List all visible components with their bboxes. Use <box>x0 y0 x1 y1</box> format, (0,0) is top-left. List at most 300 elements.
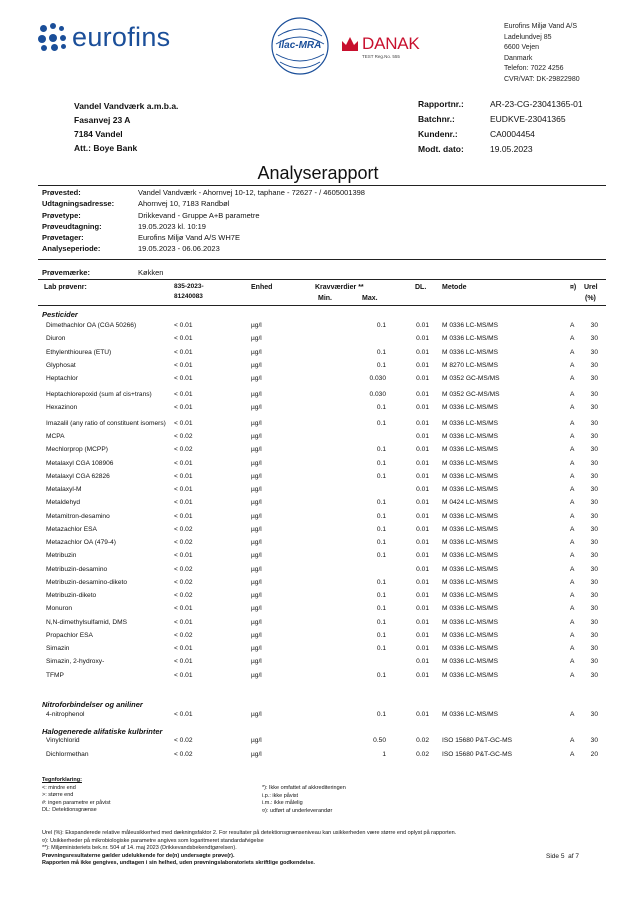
row-unit: µg/l <box>251 361 262 369</box>
row-qualifier: A <box>570 645 575 652</box>
row-dl: 0.01 <box>416 446 429 454</box>
row-uncertainty: 30 <box>590 472 598 480</box>
table-row <box>46 751 602 764</box>
ref-value: AR-23-CG-23041365-01 <box>490 99 583 109</box>
row-qualifier: A <box>570 390 575 398</box>
col-sample-id: 835-2023- <box>174 283 204 290</box>
row-dl: 0.01 <box>416 645 429 652</box>
row-qualifier: A <box>570 335 575 343</box>
table-row <box>46 552 602 565</box>
eurofins-dots-icon <box>38 23 68 53</box>
row-unit: µg/l <box>251 605 262 613</box>
row-qualifier: A <box>570 525 575 533</box>
meta-value: Ahornvej 10, 7183 Randbøl <box>138 199 230 209</box>
row-result: < 0.02 <box>174 539 193 546</box>
table-row <box>46 322 602 335</box>
legend-item: i.m.: ikke målelig <box>262 800 303 806</box>
row-name: 4-nitrophenol <box>46 711 85 718</box>
row-qualifier: A <box>570 348 575 356</box>
section-title: Nitroforbindelser og aniliner <box>42 700 143 709</box>
row-qualifier: A <box>570 459 575 467</box>
row-method: M 0336 LC-MS/MS <box>442 472 499 480</box>
row-result: < 0.01 <box>174 375 193 382</box>
company-line: 6600 Vejen <box>504 44 540 51</box>
row-uncertainty: 30 <box>590 322 598 329</box>
row-unit: µg/l <box>251 711 262 718</box>
sample-label: Prøvemærke: <box>42 268 90 277</box>
row-name: Glyphosat <box>46 361 76 369</box>
row-result: < 0.02 <box>174 525 193 533</box>
row-name: Metribuzin <box>46 552 77 560</box>
ref-value: CA0004454 <box>490 129 535 139</box>
table-row <box>46 632 602 645</box>
row-method: M 0336 LC-MS/MS <box>442 512 499 520</box>
row-method: M 0336 LC-MS/MS <box>442 335 499 343</box>
row-dl: 0.01 <box>416 671 429 679</box>
row-result: < 0.01 <box>174 658 193 666</box>
row-max: 0.1 <box>376 472 386 480</box>
row-unit: µg/l <box>251 472 262 480</box>
meta-value: Vandel Vandværk - Ahornvej 10-12, taphane - 72627 - / 4605001398 <box>138 188 365 197</box>
row-unit: µg/l <box>251 592 262 599</box>
row-name: Imazalil (any ratio of constituent isomers) <box>46 419 166 427</box>
row-name: Propachlor ESA <box>46 631 93 639</box>
row-name: Metalaxyl CGA 108906 <box>46 459 114 467</box>
section-title: Halogenerede alifatiske kulbrinter <box>42 727 163 736</box>
row-max: 0.1 <box>376 618 386 626</box>
row-qualifier: A <box>570 618 575 626</box>
row-max: 0.1 <box>376 525 386 533</box>
row-result: < 0.01 <box>174 671 193 679</box>
row-max: 0.030 <box>369 390 386 398</box>
row-result: < 0.01 <box>174 552 193 560</box>
ilac-mra-logo <box>268 14 332 78</box>
table-row <box>46 473 602 486</box>
row-result: < 0.01 <box>174 419 193 427</box>
row-method: M 8270 LC-MS/MS <box>442 361 499 369</box>
page-total: 7 <box>575 853 579 860</box>
sample-label-row <box>42 268 163 277</box>
meta-label: Prøvested: <box>42 188 81 197</box>
row-name: Mechlorprop (MCPP) <box>46 446 108 454</box>
row-dl: 0.01 <box>416 525 429 533</box>
row-qualifier: A <box>570 578 575 586</box>
col-max: Max. <box>362 295 378 302</box>
meta-label: Analyseperiode: <box>42 244 101 254</box>
row-uncertainty: 30 <box>590 631 598 639</box>
row-max: 0.1 <box>376 645 386 652</box>
note-line: **): Miljøministeriets bek.nr. 504 af 14. maj 2023 (Drikkevandsbekendtgørelsen). <box>42 845 237 852</box>
row-unit: µg/l <box>251 459 262 467</box>
row-unit: µg/l <box>251 390 262 398</box>
row-dl: 0.01 <box>416 711 429 718</box>
row-dl: 0.01 <box>416 539 429 546</box>
row-dl: 0.01 <box>416 472 429 480</box>
row-dl: 0.01 <box>416 404 429 411</box>
sample-metadata <box>42 187 365 255</box>
legend-right <box>262 785 346 815</box>
row-method: M 0336 LC-MS/MS <box>442 605 499 613</box>
addressee-block <box>74 99 178 155</box>
row-name: N,N-dimethylsulfamid, DMS <box>46 618 127 626</box>
row-unit: µg/l <box>251 512 262 520</box>
row-uncertainty: 30 <box>590 446 598 454</box>
row-unit: µg/l <box>251 348 262 356</box>
table-row <box>46 420 602 433</box>
row-method: M 0336 LC-MS/MS <box>442 539 499 546</box>
ref-label: Rapportnr.: <box>418 99 464 109</box>
row-uncertainty: 30 <box>590 404 598 411</box>
row-method: ISO 15680 P&T-GC-MS <box>442 737 512 744</box>
row-unit: µg/l <box>251 499 262 507</box>
row-uncertainty: 30 <box>590 539 598 546</box>
row-qualifier: A <box>570 631 575 639</box>
row-max: 0.1 <box>376 348 386 356</box>
table-row <box>46 619 602 632</box>
row-dl: 0.01 <box>416 578 429 586</box>
row-result: < 0.01 <box>174 459 193 467</box>
row-result: < 0.01 <box>174 472 193 480</box>
crown-icon <box>340 34 360 52</box>
row-max: 0.1 <box>376 552 386 560</box>
meta-label: Prøvetager: <box>42 233 84 243</box>
row-dl: 0.01 <box>416 658 429 666</box>
table-row <box>46 566 602 579</box>
row-dl: 0.01 <box>416 565 429 573</box>
table-row <box>46 499 602 512</box>
row-uncertainty: 30 <box>590 348 598 356</box>
row-max: 0.1 <box>376 711 386 718</box>
row-method: M 0336 LC-MS/MS <box>442 671 499 679</box>
row-method: M 0424 LC-MS/MS <box>442 499 499 507</box>
row-max: 0.1 <box>376 512 386 520</box>
row-max: 0.1 <box>376 459 386 467</box>
table-row <box>46 446 602 459</box>
ref-value: EUDKVE-23041365 <box>490 114 566 124</box>
eurofins-logo <box>38 22 170 53</box>
row-result: < 0.01 <box>174 404 193 411</box>
col-method: Metode <box>442 284 467 291</box>
legend-title: Tegnforklaring: <box>42 777 82 783</box>
section-title: Pesticider <box>42 310 78 319</box>
col-uncertainty-pct: (%) <box>585 295 596 302</box>
page-number <box>546 853 579 860</box>
row-qualifier: A <box>570 737 575 744</box>
row-method: M 0336 LC-MS/MS <box>442 658 499 666</box>
row-result: < 0.02 <box>174 578 193 586</box>
row-unit: µg/l <box>251 552 262 560</box>
row-name: MCPA <box>46 433 65 440</box>
row-uncertainty: 30 <box>590 671 598 679</box>
row-dl: 0.02 <box>416 751 429 758</box>
row-uncertainty: 30 <box>590 419 598 427</box>
row-result: < 0.01 <box>174 390 193 398</box>
table-row <box>46 460 602 473</box>
divider <box>38 305 606 306</box>
row-result: < 0.02 <box>174 631 193 639</box>
row-result: < 0.02 <box>174 751 193 758</box>
row-uncertainty: 30 <box>590 552 598 560</box>
row-dl: 0.01 <box>416 335 429 343</box>
row-dl: 0.01 <box>416 459 429 467</box>
row-uncertainty: 30 <box>590 711 598 718</box>
row-method: M 0336 LC-MS/MS <box>442 525 499 533</box>
table-row <box>46 658 602 671</box>
row-method: M 0336 LC-MS/MS <box>442 711 499 718</box>
row-unit: µg/l <box>251 419 262 427</box>
table-row <box>46 579 602 592</box>
row-uncertainty: 30 <box>590 390 598 398</box>
row-name: Simazin, 2-hydroxy- <box>46 658 105 666</box>
row-name: Metazachlor ESA <box>46 525 97 533</box>
row-dl: 0.01 <box>416 322 429 329</box>
table-row <box>46 526 602 539</box>
row-result: < 0.01 <box>174 711 193 718</box>
row-result: < 0.01 <box>174 361 193 369</box>
legend-item: <: mindre end <box>42 784 76 791</box>
row-max: 0.1 <box>376 631 386 639</box>
row-method: ISO 15680 P&T-GC-MS <box>442 751 512 758</box>
row-name: Metalaxyl-M <box>46 486 82 493</box>
row-result: < 0.01 <box>174 486 193 493</box>
page-current: 5 <box>560 853 565 860</box>
row-max: 0.1 <box>376 539 386 546</box>
row-qualifier: A <box>570 605 575 613</box>
row-result: < 0.01 <box>174 645 193 652</box>
table-row <box>46 375 602 388</box>
row-name: Heptachlor <box>46 375 78 382</box>
row-dl: 0.01 <box>416 618 429 626</box>
row-dl: 0.01 <box>416 348 429 356</box>
row-dl: 0.01 <box>416 361 429 369</box>
row-uncertainty: 30 <box>590 645 598 652</box>
row-max: 0.1 <box>376 446 386 454</box>
row-unit: µg/l <box>251 565 262 573</box>
row-uncertainty: 30 <box>590 459 598 467</box>
row-name: Heptachlorepoxid (sum af cis+trans) <box>46 390 152 398</box>
row-max: 1 <box>382 751 386 758</box>
row-uncertainty: 30 <box>590 578 598 586</box>
row-result: < 0.01 <box>174 322 193 329</box>
row-uncertainty: 30 <box>590 361 598 369</box>
row-qualifier: A <box>570 711 575 718</box>
row-uncertainty: 30 <box>590 737 598 744</box>
row-method: M 0336 LC-MS/MS <box>442 446 499 454</box>
row-name: Diuron <box>46 335 66 343</box>
row-name: Metribuzin-desamino <box>46 565 108 573</box>
row-unit: µg/l <box>251 446 262 454</box>
danak-text: DANAK <box>362 34 420 53</box>
row-unit: µg/l <box>251 658 262 666</box>
row-unit: µg/l <box>251 751 262 758</box>
table-row <box>46 592 602 605</box>
meta-value: 19.05.2023 kl. 10:19 <box>138 221 206 231</box>
row-dl: 0.01 <box>416 499 429 507</box>
row-method: M 0336 LC-MS/MS <box>442 618 499 626</box>
row-unit: µg/l <box>251 618 262 626</box>
divider <box>38 185 606 186</box>
row-qualifier: A <box>570 486 575 493</box>
row-method: M 0352 GC-MS/MS <box>442 375 500 382</box>
row-dl: 0.01 <box>416 486 429 493</box>
row-qualifier: A <box>570 658 575 666</box>
row-uncertainty: 30 <box>590 605 598 613</box>
meta-label: Udtagningsadresse: <box>42 199 115 209</box>
row-qualifier: A <box>570 539 575 546</box>
note-line: ¤): Usikkerheder på mikrobiologiske parametre angives som logaritmeret standardafvigelse <box>42 837 264 844</box>
row-max: 0.1 <box>376 578 386 586</box>
row-qualifier: A <box>570 565 575 573</box>
row-name: Vinylchlorid <box>46 737 80 744</box>
row-method: M 0336 LC-MS/MS <box>442 552 499 560</box>
meta-value: Eurofins Miljø Vand A/S WH7E <box>138 233 240 243</box>
page-of: af <box>568 853 574 860</box>
row-dl: 0.01 <box>416 433 429 440</box>
report-reference-block <box>418 97 583 157</box>
row-name: Metalaxyl CGA 62826 <box>46 472 110 480</box>
row-dl: 0.01 <box>416 390 429 398</box>
meta-value: Drikkevand - Gruppe A+B parametre <box>138 210 260 220</box>
footer-line: Prøvningsresultaterne gælder udelukkende for de(n) undersøgte prøve(r). <box>42 852 235 859</box>
row-method: M 0352 GC-MS/MS <box>442 390 500 398</box>
row-qualifier: A <box>570 552 575 560</box>
row-uncertainty: 30 <box>590 375 598 382</box>
row-uncertainty: 20 <box>590 751 598 758</box>
row-uncertainty: 30 <box>590 658 598 666</box>
row-result: < 0.01 <box>174 618 193 626</box>
col-unit: Enhed <box>251 284 273 291</box>
table-row <box>46 672 602 685</box>
row-dl: 0.01 <box>416 605 429 613</box>
table-row <box>46 335 602 348</box>
row-method: M 0336 LC-MS/MS <box>442 486 499 493</box>
row-qualifier: A <box>570 671 575 679</box>
row-method: M 0336 LC-MS/MS <box>442 645 499 652</box>
row-qualifier: A <box>570 512 575 520</box>
legend-item: ¤): udført af underleverandør <box>262 807 333 814</box>
row-unit: µg/l <box>251 322 262 329</box>
legend-item: #: ingen parametre er påvist <box>42 799 111 806</box>
table-row <box>46 391 602 404</box>
legend-item: i.p.: ikke påvist <box>262 792 299 799</box>
row-qualifier: A <box>570 499 575 507</box>
row-qualifier: A <box>570 472 575 480</box>
table-row <box>46 539 602 552</box>
row-unit: µg/l <box>251 486 262 493</box>
row-unit: µg/l <box>251 631 262 639</box>
legend-item: >: større end <box>42 792 74 798</box>
row-method: M 0336 LC-MS/MS <box>442 565 499 573</box>
row-dl: 0.01 <box>416 419 429 427</box>
table-row <box>46 349 602 362</box>
table-row <box>46 486 602 499</box>
row-max: 0.1 <box>376 605 386 613</box>
addressee-line: 7184 Vandel <box>74 129 123 139</box>
table-row <box>46 737 602 750</box>
ilac-mra-text: ilac-MRA <box>278 40 322 51</box>
meta-label: Prøvetype: <box>42 210 81 220</box>
row-unit: µg/l <box>251 375 262 382</box>
legend-item: *): Ikke omfattet af akkrediteringen <box>262 785 346 791</box>
ref-label: Batchnr.: <box>418 114 455 124</box>
col-uncertainty: Urel <box>584 284 598 291</box>
row-result: < 0.01 <box>174 512 193 520</box>
row-name: Metamitron-desamino <box>46 512 110 520</box>
row-qualifier: A <box>570 322 575 329</box>
row-dl: 0.01 <box>416 552 429 560</box>
eurofins-logo-text: eurofins <box>72 22 171 52</box>
row-name: Dichlormethan <box>46 751 89 758</box>
row-max: 0.1 <box>376 361 386 369</box>
row-unit: µg/l <box>251 404 262 411</box>
row-max: 0.1 <box>376 419 386 427</box>
notes <box>42 830 456 868</box>
row-unit: µg/l <box>251 525 262 533</box>
row-unit: µg/l <box>251 671 262 679</box>
row-max: 0.1 <box>376 322 386 329</box>
row-uncertainty: 30 <box>590 618 598 626</box>
row-method: M 0336 LC-MS/MS <box>442 631 499 639</box>
danak-logo <box>340 34 420 59</box>
row-name: Dimethachlor OA (CGA 50266) <box>46 322 137 329</box>
ref-value: 19.05.2023 <box>490 144 533 154</box>
row-result: < 0.01 <box>174 348 193 356</box>
row-method: M 0336 LC-MS/MS <box>442 433 499 440</box>
row-result: < 0.01 <box>174 335 193 343</box>
row-method: M 0336 LC-MS/MS <box>442 404 499 411</box>
divider <box>38 259 606 260</box>
footer-line: Rapporten må ikke gengives, undtagen i sin helhed, uden prøvningslaboratoriets skriftlige godkendelse. <box>42 860 315 867</box>
legend <box>42 777 110 815</box>
row-unit: µg/l <box>251 737 262 744</box>
col-min: Min. <box>318 295 332 302</box>
page-label: Side <box>546 853 560 860</box>
row-result: < 0.02 <box>174 433 193 440</box>
row-qualifier: A <box>570 404 575 411</box>
row-dl: 0.01 <box>416 375 429 382</box>
row-name: Metaldehyd <box>46 499 81 507</box>
row-unit: µg/l <box>251 539 262 546</box>
row-max: 0.1 <box>376 592 386 599</box>
row-method: M 0336 LC-MS/MS <box>442 419 499 427</box>
danak-reg-text: TEST Reg.No. 555 <box>362 54 400 59</box>
row-max: 0.1 <box>376 671 386 679</box>
row-unit: µg/l <box>251 433 262 440</box>
row-uncertainty: 30 <box>590 499 598 507</box>
row-dl: 0.02 <box>416 737 429 744</box>
note-line: Urel (%): Ekspanderede relative måleusikkerhed med dækningsfaktor 2. For resultater på detektionsgrænseniveau kan usikkerheden være større end oplyst på rapporten. <box>42 830 457 836</box>
row-qualifier: A <box>570 361 575 369</box>
row-method: M 0336 LC-MS/MS <box>442 459 499 467</box>
report-title: Analyserapport <box>257 163 379 183</box>
row-uncertainty: 30 <box>590 486 598 493</box>
row-uncertainty: 30 <box>590 335 598 343</box>
row-result: < 0.02 <box>174 737 193 744</box>
row-name: Monuron <box>46 605 73 613</box>
col-sample-id: 81240083 <box>174 293 203 300</box>
row-result: < 0.01 <box>174 605 193 613</box>
row-unit: µg/l <box>251 335 262 343</box>
company-line: Telefon: 7022 4256 <box>504 65 564 72</box>
col-requirements: Kravværdier ** <box>315 284 364 291</box>
table-row <box>46 513 602 526</box>
row-uncertainty: 30 <box>590 433 598 440</box>
row-result: < 0.01 <box>174 499 193 507</box>
table-row <box>46 645 602 658</box>
row-max: 0.50 <box>373 737 386 744</box>
row-method: M 0336 LC-MS/MS <box>442 348 499 356</box>
col-lab: Lab prøvenr: <box>44 284 87 291</box>
